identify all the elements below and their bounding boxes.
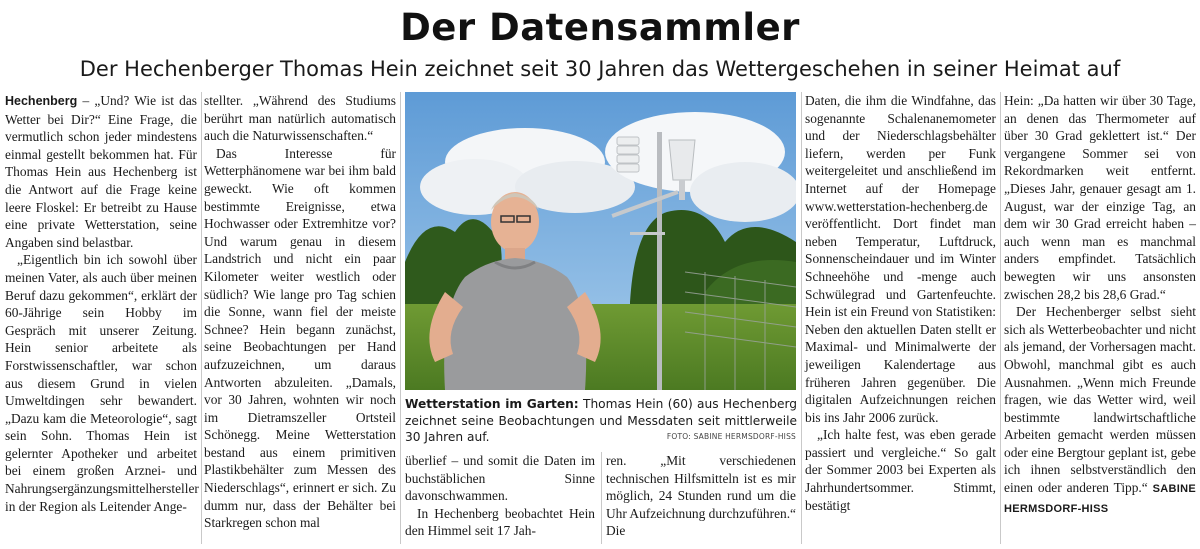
- headline: Der Datensammler: [400, 6, 800, 49]
- article-column-1: [5, 92, 197, 515]
- caption-text: Thomas Hein (60) aus Hechenberg zeichnet seine Beobachtungen und Messdaten seit mittlerweile 30 Jahren auf.: [405, 397, 797, 444]
- lead-text: – „Und? Wie ist das Wetter bei Dir?“ Eine Frage, die vermutlich schon jeder mindestens einmal gestellt bekommen hat. Für Thomas Hein aus Hechenberg ist die Antwort auf die Frage keine leere Floskel: Er betreibt zu Hause eine private Wetterstation, seine Angaben sind belastbar.: [5, 93, 197, 250]
- article-paragraph: „Eigentlich bin ich sowohl über meinen Vater, als auch über meinen Beruf dazu gekommen“, erklärt der 60-Jährige sein Hobby im Gespräch mit unserer Zeitung. Hein senior arbeitete als Forstwissenschaftler, war schon aus diesem Grund in vielen Umweltdingen sehr bewandert. „Dazu kam die Meteorologie“, sagt sein Sohn. Thomas Hein ist gelernter Apotheker und arbeitet bei einem großen Arznei- und Nahrungsergänzungsmittelhersteller in der Region als Leitender Ange-: [5, 252, 199, 514]
- lead-paragraph: [5, 92, 197, 251]
- article-paragraph: [1004, 303, 1196, 518]
- article-column-3: [405, 452, 595, 540]
- article-column-5: [805, 92, 996, 514]
- weather-station-photo: [405, 92, 796, 390]
- article-photo: [405, 92, 796, 390]
- column-divider: [1000, 92, 1001, 544]
- article-paragraph: ren. „Mit verschiedenen technischen Hilfsmitteln ist es mir möglich, 24 Stunden rund um die Uhr Aufzeichnung durchzuführen.“ Die: [606, 453, 796, 539]
- article-paragraph: Das Interesse für Wetterphänomene war bei ihm bald geweckt. Wie oft kommen bestimmte Ereignisse, etwa Hochwasser oder Extremhitze vor? Und warum genau in diesem Landstrich und nicht ein paar Kilometer weiter westlich oder südlich? Wie lange pro Tag schien die Sonne, wann fiel der meiste Schnee? Hein begann zunächst, seine Beobachtungen per Hand aufzuzeichnen, um daraus Antworten abzuleiten. „Damals, vor 30 Jahren, wohnten wir noch im Dietramszeller Ortsteil Schönegg. Meine Wetterstation bestand aus einem primitiven Plastikbehälter zum Messen des Niederschlags“, erinnert er sich. Zu dumm nur, dass der Behälter bei Starkregen schon mal: [204, 145, 396, 531]
- article-paragraph-text: Der Hechenberger selbst sieht sich als Wetterbeobachter und nicht als jemand, der Vorhersagen macht. Obwohl, manchmal gibt es auch Ausnahmen. „Wenn mich Freunde fragen, wie das Wetter wird, weil bestimmte landwirtschaftliche Arbeiten gemacht werden müssen oder eine Bergtour geplant ist, gebe ich ihnen selbstverständlich den einen oder anderen Tipp.“: [1004, 304, 1196, 496]
- article-column-2: [204, 92, 396, 532]
- author-byline: SABINE HERMSDORF-HISS: [1004, 483, 1196, 515]
- article-paragraph: „Ich halte fest, was eben gerade passiert und vergleiche.“ So galt der Sommer 2003 bei Experten als Jahrhundertsommer. Stimmt, bestätigt: [805, 427, 996, 513]
- article-column-6: [1004, 92, 1196, 518]
- article-paragraph: stellter. „Während des Studiums berührt man natürlich automatisch auch die Naturwissenschaften.“: [204, 93, 396, 144]
- column-divider: [601, 452, 602, 544]
- photo-credit: FOTO: SABINE HERMSDORF-HISS: [666, 432, 796, 441]
- dateline: Hechenberg: [5, 94, 78, 108]
- column-divider: [201, 92, 202, 544]
- article-column-4: [606, 452, 796, 540]
- column-divider: [400, 92, 401, 544]
- article-paragraph: überlief – und somit die Daten im buchstäblichen Sinne davonschwammen.: [405, 453, 595, 504]
- column-divider: [801, 92, 802, 544]
- subheadline: Der Hechenberger Thomas Hein zeichnet seit 30 Jahren das Wettergeschehen in seiner Heimat auf: [79, 57, 1121, 81]
- article-paragraph: Daten, die ihm die Windfahne, das sogenannte Schalenanemometer und der Niederschlagsbehälter liefern, werden per Funk weitergeleitet und anschließend im Internet auf der Homepage www.wetterstation-hechenberg.de veröffentlicht. Dort findet man neben Temperatur, Luftdruck, Sonnenscheindauer und im Winter Schneehöhe und -menge auch Schwülegrad und Gartenfeuchte. Hein ist ein Freund von Statistiken: Neben den aktuellen Daten stellt er Maximal- und Minimalwerte der jeweiligen Kalendertage aus früheren Jahren gegenüber. Die digitalen Aufzeichnungen reichen bis ins Jahr 2006 zurück.: [805, 93, 996, 425]
- article-paragraph: Hein: „Da hatten wir über 30 Tage, an denen das Thermometer auf über 30 Grad geklettert ist.“ Der vergangene Sommer sei von Rekordmarken weit entfernt. „Dieses Jahr, genauer gesagt am 1. August, war der einzige Tag, an dem wir 30 Grad erreicht haben – auch wenn man es manchmal anders empfindet. Tatsächlich bewegten wir uns ansonsten zwischen 28,2 bis 28,6 Grad.“: [1004, 93, 1196, 302]
- article-paragraph: In Hechenberg beobachtet Hein den Himmel seit 17 Jah-: [405, 505, 595, 539]
- caption-lead: Wetterstation im Garten:: [405, 397, 579, 411]
